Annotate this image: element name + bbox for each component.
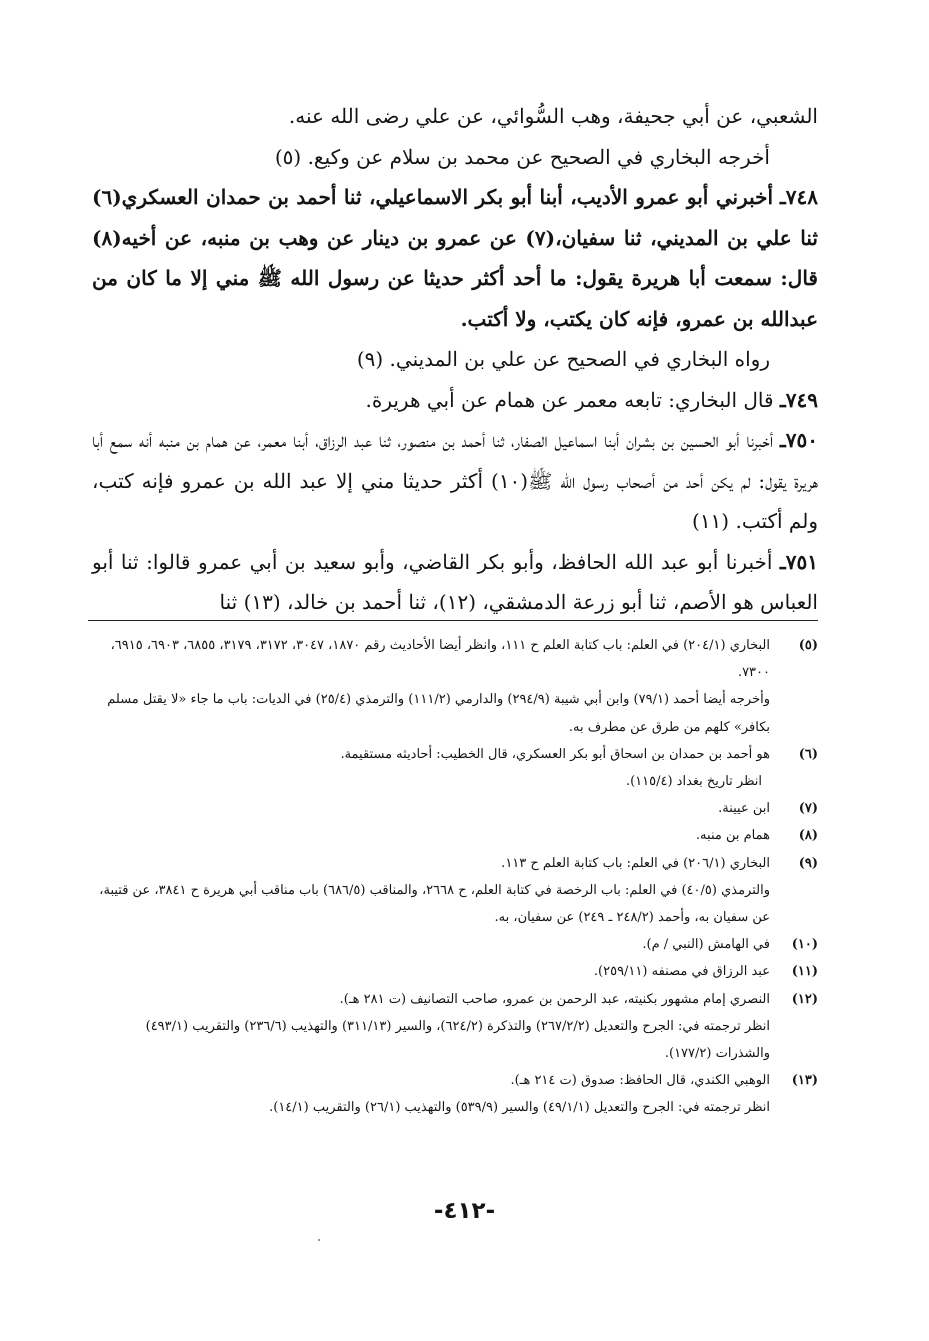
hadith-number: ٧٤٩ـ <box>779 387 818 412</box>
scan-speck <box>318 1239 320 1241</box>
footnote-text: النصري إمام مشهور بكنيته، عبد الرحمن بن عمرو، صاحب التصانيف (ت ٢٨١ هـ). <box>339 991 770 1007</box>
footnote-text: همام بن منبه. <box>695 828 770 844</box>
page-number: -٤١٢- <box>433 1198 496 1224</box>
footnote-number: (١١) <box>791 964 818 980</box>
footnote-text: وأخرجه أيضا أحمد (٧٩/١) وابن أبي شيبة (٢٩٤/٩) والدارمي (١١١/٢) والترمذي (٢٥/٤) في الديات: باب ما جاء «لا يقتل مسلم بكافر» كلهم من طرق عن مطرف به. <box>107 692 770 735</box>
footnote-divider <box>88 620 818 621</box>
main-text <box>92 96 818 623</box>
footnotes <box>92 632 818 1122</box>
hadith-text: أخبرنا أبو الحسين بن بشران أبنا اسماعيل الصفار، ثنا أحمد بن منصور، ثنا عبد الرزاق، أبنا معمر، عن همام بن منبه أنه سمع أبا هريرة يقول: لم يكن أحد من أصحاب رسول الله ﷺ(١٠) أكثر حديثا مني إلا عبد الله بن عمرو فإنه كتب، ولم أكتب. (١١) <box>92 428 819 533</box>
hadith-750 <box>92 420 818 542</box>
hadith-749 <box>92 380 818 421</box>
footnote-number: (١٠) <box>791 937 818 953</box>
footnote <box>92 822 818 849</box>
footnote-number: (٨) <box>798 828 818 844</box>
hadith-751 <box>92 542 818 623</box>
footnote-text: انظر ترجمته في: الجرح والتعديل (٢٦٧/٢/٢) والتذكرة (٦٢٤/٢)، والسير (٣١١/١٣) والتهذيب (٢٣٦/٦) والتقريب (٤٩٣/١) والشذرات (١٧٧/٢). <box>145 1018 770 1062</box>
footnote-number: (٩) <box>798 855 818 871</box>
footnote <box>92 632 818 741</box>
footnote-text: عبد الرزاق في مصنفه (٢٥٩/١١). <box>593 964 770 980</box>
footnote-text: هو أحمد بن حمدان بن اسحاق أبو بكر العسكري، قال الخطيب: أحاديثه مستقيمة. <box>340 746 770 762</box>
footnote-number: (١٣) <box>791 1073 818 1089</box>
footnote <box>92 958 818 985</box>
takhrij-note: أخرجه البخاري في الصحيح عن محمد بن سلام عن وكيع. (٥) <box>274 144 770 169</box>
footnote <box>92 850 818 932</box>
footnote-text: انظر تاريخ بغداد (١١٥/٤). <box>625 774 762 790</box>
hadith-text: أخبرني أبو عمرو الأديب، أبنا أبو بكر الاسماعيلي، ثنا أحمد بن حمدان العسكري(٦) ثنا علي بن المديني، ثنا سفيان،(٧) عن عمرو بن دينار عن وهب بن منبه، عن أخيه(٨) قال: سمعت أبا هريرة يقول: ما أحد أكثر حديثا عن رسول الله ﷺ مني إلا ما كان من عبدالله بن عمرو، فإنه كان يكتب، ولا أكتب. <box>92 185 818 331</box>
text-line: الشعبي، عن أبي جحيفة، وهب السُّوائي، عن علي رضى الله عنه. <box>288 104 818 128</box>
hadith-number: ٧٤٨ـ <box>779 185 819 209</box>
footnote-number: (٥) <box>798 638 818 653</box>
hadith-748 <box>92 177 818 339</box>
takhrij-note: رواه البخاري في الصحيح عن علي بن المديني. (٩) <box>356 347 770 371</box>
hadith-number: ٧٥٠ـ <box>779 428 819 452</box>
footnote-number: (٦) <box>798 746 818 762</box>
footnote <box>92 795 818 822</box>
hadith-text: أخبرنا أبو عبد الله الحافظ، وأبو بكر القاضي، وأبو سعيد بن أبي عمرو قالوا: ثنا أبو العباس هو الأصم، ثنا أبو زرعة الدمشقي، (١٢)، ثنا أحمد بن خالد، (١٣) ثنا <box>92 549 818 614</box>
hadith-number: ٧٥١ـ <box>779 549 818 574</box>
footnote-text: انظر ترجمته في: الجرح والتعديل (٤٩/١/١) والسير (٥٣٩/٩) والتهذيب (٢٦/١) والتقريب (١٤/١). <box>269 1100 770 1116</box>
footnote <box>92 986 818 1068</box>
footnote-text: البخاري (٢٠٤/١) في العلم: باب كتابة العلم ح ١١١، وانظر أيضا الأحاديث رقم ١٨٧٠، ٣٠٤٧، ٣١٧٢، ٣١٧٩، ٦٨٥٥، ٦٩٠٣، ٦٩١٥، ٧٣٠٠. <box>110 638 770 681</box>
footnote <box>92 931 818 958</box>
footnote <box>92 741 818 795</box>
footnote <box>92 1067 818 1121</box>
footnote-text: في الهامش (النبي / م). <box>642 937 770 953</box>
footnote-number: (٧) <box>798 801 818 817</box>
hadith-text: قال البخاري: تابعه معمر عن همام عن أبي هريرة. <box>365 387 774 412</box>
footnote-text: ابن عيينة. <box>718 801 770 817</box>
footnote-text: البخاري (٢٠٦/١) في العلم: باب كتابة العلم ح ١١٣. <box>501 855 770 871</box>
footnote-number: (١٢) <box>791 991 818 1007</box>
footnote-text: الوهبي الكندي، قال الحافظ: صدوق (ت ٢١٤ هـ). <box>510 1073 770 1089</box>
footnote-text: والترمذي (٤٠/٥) في العلم: باب الرخصة في كتابة العلم، ح ٢٦٦٨، والمناقب (٦٨٦/٥) باب مناقب أبي هريرة ح ٣٨٤١، عن قتيبة، عن سفيان به، وأحمد (٢٤٨/٢ ـ ٢٤٩) عن سفيان، به. <box>99 882 770 926</box>
